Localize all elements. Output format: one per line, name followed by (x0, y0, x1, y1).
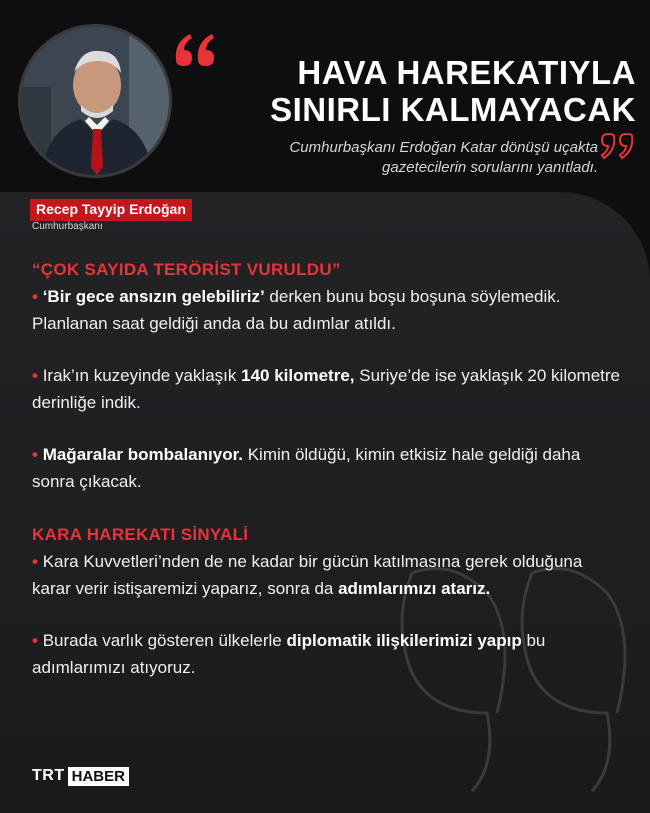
person-name-badge: Recep Tayyip Erdoğan (30, 199, 192, 221)
subtitle (178, 138, 598, 178)
bullet-dot: • (32, 631, 38, 650)
bullet-5-text-before: Burada varlık gösteren ülkelerle (42, 631, 287, 650)
bullet-dot: • (32, 552, 38, 571)
person-role: Cumhurbaşkanı (32, 221, 103, 232)
bullet-4 (32, 548, 622, 602)
quotes-content (32, 256, 622, 681)
quote-close-icon (598, 130, 636, 160)
bullet-3 (32, 441, 622, 495)
logo-part-haber: HABER (68, 767, 129, 786)
person-silhouette (21, 27, 169, 175)
portrait-photo (18, 24, 172, 178)
trt-haber-logo (32, 766, 129, 786)
bullet-2-text-before: Irak’ın kuzeyinde yaklaşık (42, 366, 242, 385)
section-heading-1: “ÇOK SAYIDA TERÖRİST VURULDU” (32, 260, 341, 279)
bullet-2 (32, 362, 622, 416)
bullet-4-text: Kara Kuvvetleri’nden de ne kadar bir gücün katılmasına gerek olduğuna karar verir istişaremizi yaparız, sonra da (32, 552, 583, 598)
headline (186, 54, 636, 128)
bullet-3-text: Kimin öldüğü, kimin etkisiz hale geldiği daha sonra çıkacak. (32, 445, 581, 491)
headline-line-2: SINIRLI KALMAYACAK (270, 91, 636, 128)
bullet-dot: • (32, 366, 38, 385)
bullet-5-bold: diplomatik ilişkilerimizi yapıp (286, 631, 522, 650)
bullet-3-bold: Mağaralar bombalanıyor. (42, 445, 243, 464)
subtitle-line-2: gazetecilerin sorularını yanıtladı. (382, 159, 598, 176)
bullet-2-bold: 140 kilometre, (241, 366, 355, 385)
bullet-1-bold: ‘Bir gece ansızın gelebiliriz’ (42, 287, 265, 306)
section-heading-2: KARA HAREKATI SİNYALİ (32, 525, 249, 544)
bullet-2-text-after: Suriye’de ise yaklaşık 20 kilometre derinliğe indik. (32, 366, 621, 412)
bullet-dot: • (32, 445, 38, 464)
headline-line-1: HAVA HAREKATIYLA (297, 54, 636, 91)
bullet-1-text: derken bunu boşu boşuna söylemedik. Planlanan saat geldiği anda da bu adımlar atıldı. (32, 287, 561, 333)
bullet-4-bold: adımlarımızı atarız. (338, 579, 491, 598)
bullet-5-text-after: bu adımlarımızı atıyoruz. (32, 631, 546, 677)
bullet-1 (32, 283, 622, 337)
bullet-5 (32, 627, 622, 681)
subtitle-line-1: Cumhurbaşkanı Erdoğan Katar dönüşü uçakta (289, 139, 598, 156)
bullet-dot: • (32, 287, 38, 306)
logo-part-trt: TRT (32, 767, 65, 784)
